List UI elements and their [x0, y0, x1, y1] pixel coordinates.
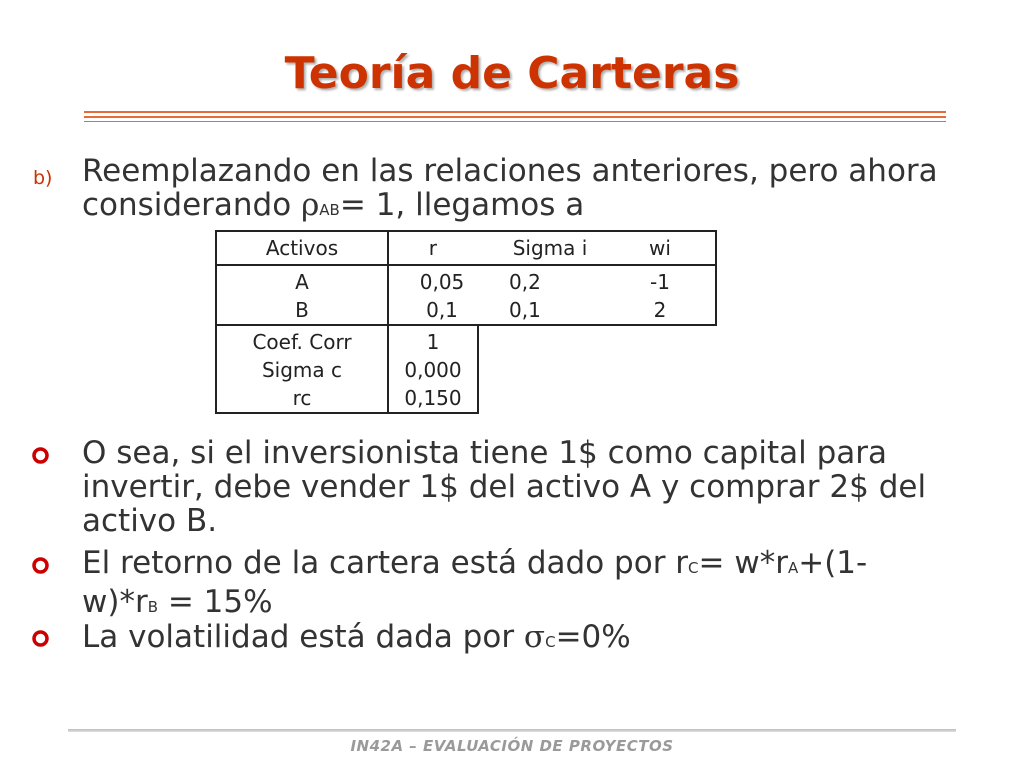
bullet-2-text: = 15%: [158, 584, 273, 620]
subscript-b: B: [147, 598, 158, 616]
paragraph-b-line2: [82, 188, 938, 227]
sigma-values-cell: [495, 265, 605, 325]
stat-values-cell: [388, 325, 478, 413]
bullet-text-1: [82, 436, 926, 538]
w-value: 2: [653, 298, 667, 322]
bullet-3-text: =0%: [555, 619, 631, 655]
rho-subscript: AB: [319, 201, 340, 219]
header-r: [388, 231, 495, 265]
bullet-icon: [32, 447, 49, 464]
bullet-text-3: [82, 620, 631, 659]
r-value: 0,1: [426, 298, 458, 322]
list-marker-b: b): [33, 167, 53, 189]
asset-names-cell: [216, 265, 388, 325]
w-values-cell: [605, 265, 716, 325]
paragraph-b-line1: Reemplazando en las relaciones anteriores, pero ahora: [82, 153, 938, 189]
bullet-2-text: +(1-: [798, 545, 868, 581]
sigma-symbol: σ: [523, 619, 546, 655]
bullet-1-line: activo B.: [82, 503, 218, 539]
bullet-2-text: w)*r: [82, 584, 148, 620]
bullet-icon: [32, 630, 49, 647]
stat-labels-cell: [216, 325, 388, 413]
bullet-text-2: [82, 546, 867, 624]
asset-name: A: [295, 270, 309, 294]
asset-name: B: [295, 298, 309, 322]
bullet-1-line: O sea, si el inversionista tiene 1$ como capital para: [82, 435, 888, 471]
stat-label: rc: [292, 386, 312, 410]
stat-value: 0,150: [404, 386, 462, 410]
header-wi: wi: [605, 231, 716, 265]
footer-rule: [68, 729, 956, 732]
paragraph-b-text: considerando: [82, 187, 302, 223]
sigma-value: 0,1: [509, 298, 541, 322]
title-rule-middle: [84, 116, 946, 118]
bullet-icon: [32, 557, 49, 574]
stat-value: 1: [426, 330, 440, 354]
paragraph-b: [82, 154, 938, 227]
slide-title: Teoría de Carteras: [284, 48, 740, 99]
r-values-cell: [388, 265, 495, 325]
header-sigma-i: Sigma i: [495, 231, 605, 265]
stat-label: Sigma c: [261, 358, 343, 382]
subscript-a: A: [787, 559, 799, 577]
subscript-c: C: [688, 559, 699, 577]
w-value: -1: [650, 270, 670, 294]
stat-label: Coef. Corr: [252, 330, 352, 354]
bullet-2-text: El retorno de la cartera está dado por r: [82, 545, 689, 581]
title-rule-bottom: [84, 121, 946, 122]
bullet-3-line: [82, 620, 631, 659]
r-value: 0,05: [419, 270, 465, 294]
sigma-value: 0,2: [509, 270, 541, 294]
bullet-2-text: = w*r: [698, 545, 788, 581]
subscript-c: C: [545, 633, 556, 651]
footer-text: IN42A – EVALUACIÓN DE PROYECTOS: [350, 737, 674, 755]
title-rule-top: [84, 111, 946, 113]
bullet-3-text: La volatilidad está dada por: [82, 619, 524, 655]
header-activos: Activos: [216, 231, 388, 265]
rho-symbol: ρ: [301, 187, 320, 223]
bullet-2-line1: [82, 546, 867, 585]
paragraph-b-text-end: = 1, llegamos a: [339, 187, 585, 223]
stat-value: 0,000: [404, 358, 462, 382]
portfolio-table: [215, 230, 717, 414]
bullet-1-line: invertir, debe vender 1$ del activo A y comprar 2$ del: [82, 469, 927, 505]
header-r-label: r: [428, 236, 437, 260]
